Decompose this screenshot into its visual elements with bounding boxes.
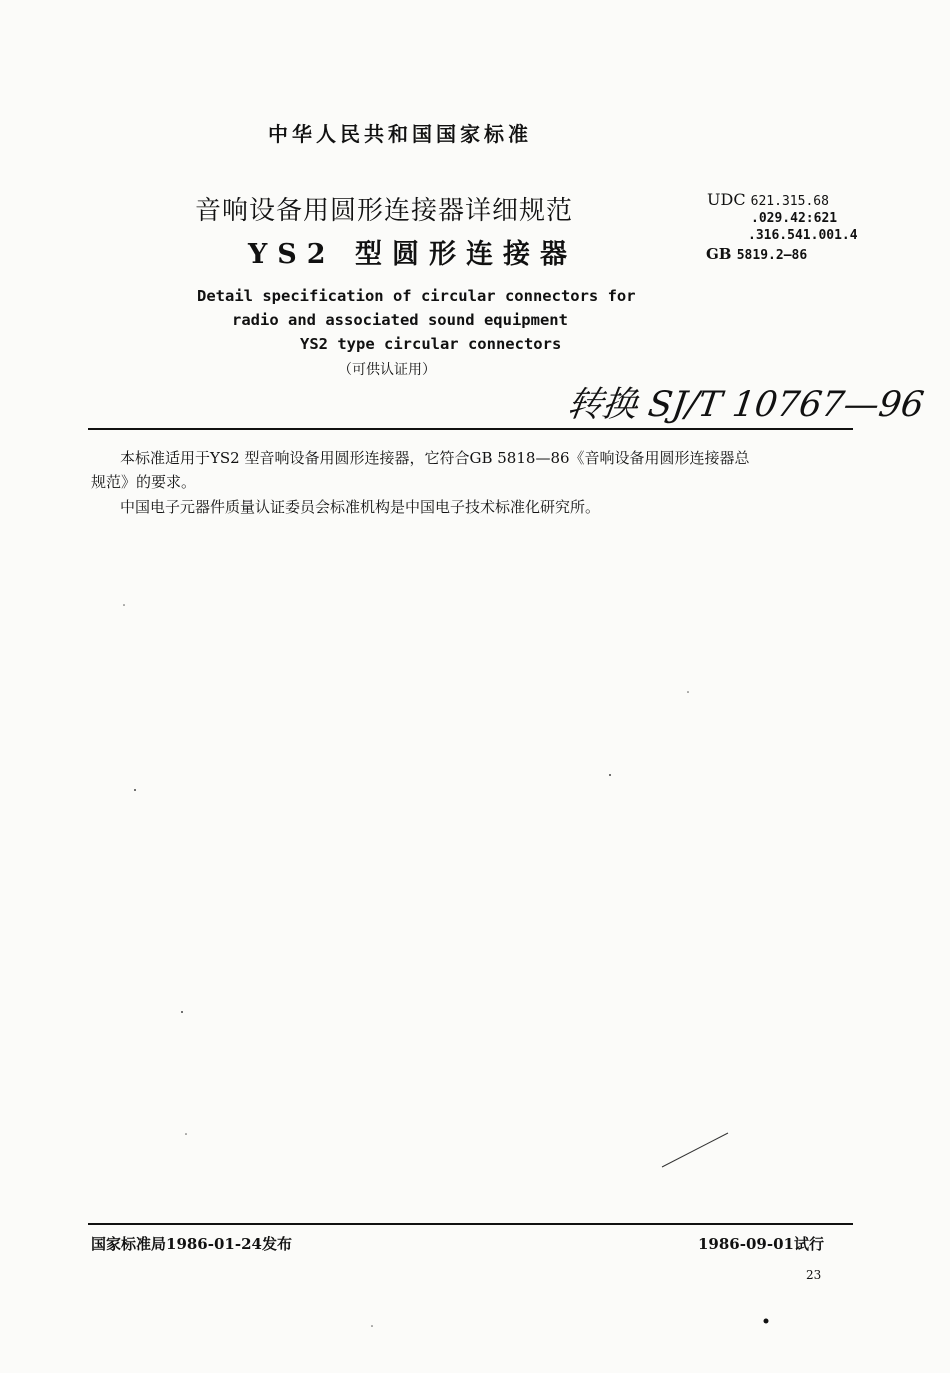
scope-paragraph-line-2: 规范》的要求。: [91, 473, 197, 491]
gb-number: 5819.2—86: [736, 248, 808, 263]
speck: [609, 774, 611, 776]
speck: [123, 604, 125, 606]
issue-date: 国家标准局1986-01-24发布: [91, 1235, 292, 1253]
speck: [687, 691, 689, 693]
title-english-line-2: radio and associated sound equipment: [232, 311, 568, 329]
udc-label: UDC: [707, 190, 746, 209]
title-english-line-3: YS2 type circular connectors: [300, 335, 562, 353]
standard-series: 中华人民共和国国家标准: [268, 122, 532, 146]
effective-date: 1986-09-01试行: [698, 1235, 824, 1253]
speck: [181, 1011, 183, 1013]
bottom-divider: [88, 1223, 853, 1225]
certification-note: （可供认证用）: [338, 362, 436, 378]
title-english-line-1: Detail specification of circular connectors for: [197, 287, 636, 305]
ink-dot: [764, 1319, 769, 1324]
stray-pen-mark: [662, 1133, 728, 1167]
udc-code-1: 621.315.68: [750, 194, 829, 209]
udc-code-3: .316.541.001.4: [748, 228, 858, 243]
title-chinese-line-1: 音响设备用圆形连接器详细规范: [195, 196, 574, 226]
page-number: 23: [806, 1268, 822, 1282]
udc-code-2: .029.42:621: [751, 211, 838, 226]
authority-paragraph: 中国电子元器件质量认证委员会标准机构是中国电子技术标准化研究所。: [120, 498, 601, 516]
gb-label: GB: [706, 245, 732, 263]
scope-paragraph-line-1: 本标准适用于YS2 型音响设备用圆形连接器，它符合GB 5818—86《音响设备用圆形连接器总: [120, 449, 750, 467]
speck: [134, 789, 136, 791]
title-chinese-line-2: YS2 型圆形连接器: [248, 239, 577, 270]
svg-text:转换 SJ/T 10767—96: 转换 SJ/T 10767—96: [564, 384, 927, 425]
speck: [371, 1325, 373, 1327]
speck: [185, 1133, 187, 1135]
